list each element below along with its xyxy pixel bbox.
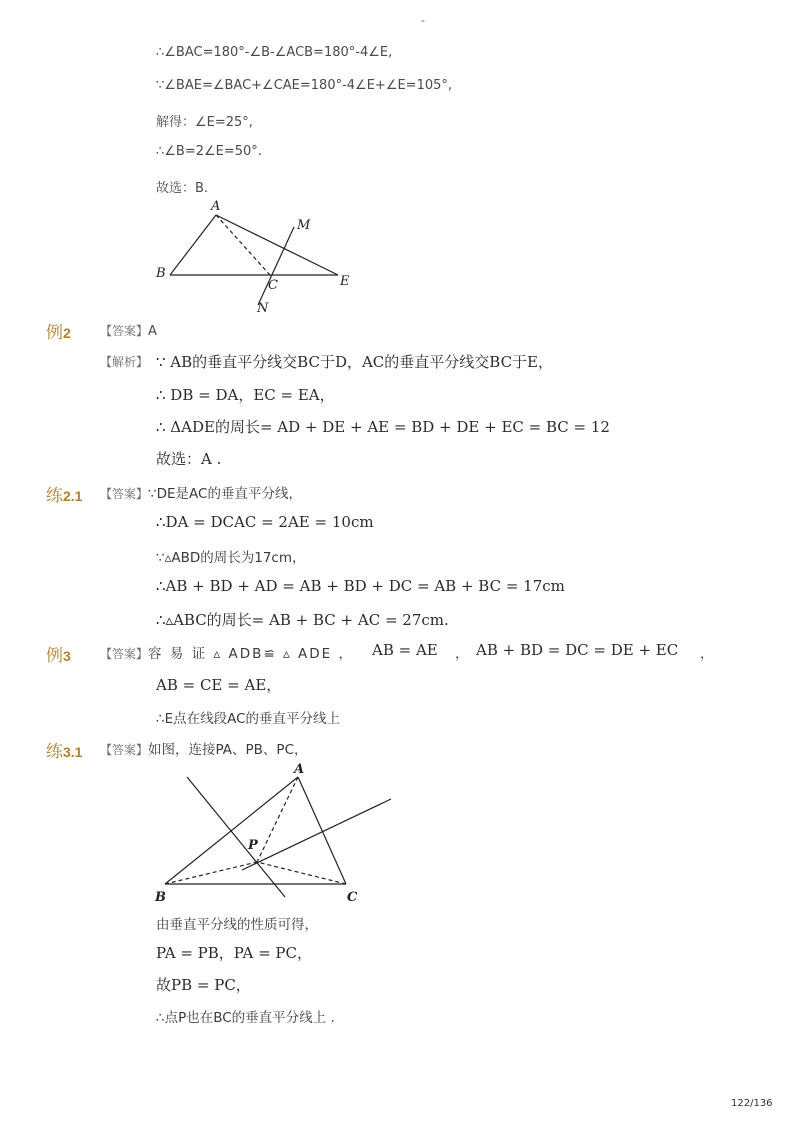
header-mark: - (421, 14, 425, 27)
analysis-tag: 【解析】 (100, 355, 149, 369)
example-3-line-1-text: 容 易 证 ▵ ADB≌ ▵ ADE ， (148, 646, 354, 662)
point-label-p: P (248, 838, 258, 853)
segment-ab (170, 215, 216, 275)
answer-tag: 【答案】 (100, 743, 149, 757)
example-2-line-3: ∴ ΔADE的周长= AD + DE + AE = BD + DE + EC = BC = 12 (156, 418, 610, 436)
solution-line-2: ∵∠BAE=∠BAC+∠CAE=180°-4∠E+∠E=105°, (156, 78, 453, 93)
example-2-label-cn: 例 (46, 323, 63, 342)
example-3-label-num: 3 (63, 648, 71, 664)
point-label-e: E (340, 274, 350, 289)
practice-3-1-label-num: 3.1 (63, 744, 83, 760)
point-label-b: B (155, 890, 166, 905)
example-2-label (46, 318, 71, 343)
example-2-line-2: ∴ DB = DA，EC = EA， (156, 386, 335, 404)
point-label-a: A (294, 762, 305, 777)
example-2-answer-row (100, 320, 157, 339)
solution-line-4: ∴∠B=2∠E=50°. (156, 144, 262, 159)
example-3-line-1-end: ， (700, 646, 714, 662)
practice-3-1-label-cn: 练 (46, 742, 63, 761)
solution-line-5: 故选：B. (156, 181, 209, 196)
practice-2-1-line-3: ∵▵ABD的周长为17cm， (156, 550, 306, 566)
page-number: 122/136 (731, 1098, 773, 1109)
point-label-c: C (268, 278, 278, 293)
practice-3-1-line-4: 故PB = PC， (156, 976, 251, 994)
practice-2-1-label (46, 481, 82, 506)
solution-line-3: 解得：∠E=25°, (156, 115, 253, 130)
practice-3-1-line-2: 由垂直平分线的性质可得， (156, 917, 318, 933)
answer-tag: 【答案】 (100, 647, 149, 661)
segment-ac (298, 777, 346, 884)
perpendicular-bisector-ab (187, 777, 285, 897)
practice-3-1-line-3: PA = PB，PA = PC， (156, 944, 312, 962)
example-3-answer-row (100, 642, 354, 662)
example-2-line-1: ∵ AB的垂直平分线交BC于D，AC的垂直平分线交BC于E， (156, 353, 554, 371)
example-2-line-4: 故选：A . (156, 450, 222, 468)
example-3-line-1-eq1: AB = AE (372, 641, 438, 659)
example-3-line-3: ∴E点在线段AC的垂直平分线上 (156, 711, 341, 727)
practice-2-1-label-cn: 练 (46, 486, 63, 505)
point-label-c: C (347, 890, 358, 905)
point-label-a: A (211, 199, 221, 214)
example-3-line-1-sep: ， (455, 646, 469, 662)
geometry-figure-2 (150, 755, 400, 910)
example-3-label (46, 641, 71, 666)
point-label-n: N (257, 301, 269, 316)
point-label-m: M (297, 218, 311, 233)
segment-pc (257, 862, 346, 884)
segment-ab (165, 777, 298, 884)
practice-2-1-line-4: ∴AB + BD + AD = AB + BD + DC = AB + BC = 17cm (156, 577, 565, 595)
answer-tag: 【答案】 (100, 324, 149, 338)
example-3-line-2: AB = CE = AE， (156, 676, 282, 694)
example-3-label-cn: 例 (46, 646, 63, 665)
practice-2-1-line-2: ∴DA = DCAC = 2AE = 10cm (156, 513, 374, 531)
segment-ae (216, 215, 338, 275)
point-label-b: B (156, 266, 166, 281)
example-3-line-1-eq2: AB + BD = DC = DE + EC (476, 641, 679, 659)
geometry-figure-1 (150, 195, 370, 320)
practice-3-1-label (46, 737, 82, 762)
solution-line-1: ∴∠BAC=180°-∠B-∠ACB=180°-4∠E, (156, 45, 393, 60)
practice-2-1-line-1: ∵DE是AC的垂直平分线， (148, 486, 302, 502)
perpendicular-bisector-ac (242, 799, 391, 870)
example-2-label-num: 2 (63, 325, 71, 341)
practice-2-1-answer-row (100, 482, 302, 502)
practice-2-1-label-num: 2.1 (63, 488, 83, 504)
example-2-answer: A (148, 324, 157, 339)
segment-pa (257, 777, 298, 862)
segment-ac-dashed (216, 215, 270, 275)
practice-3-1-line-1: 如图，连接PA、PB、PC， (148, 742, 308, 758)
answer-tag: 【答案】 (100, 487, 149, 501)
practice-2-1-line-5: ∴▵ABC的周长= AB + BC + AC = 27cm. (156, 611, 449, 629)
practice-3-1-line-5: ∴点P也在BC的垂直平分线上 . (156, 1010, 335, 1026)
